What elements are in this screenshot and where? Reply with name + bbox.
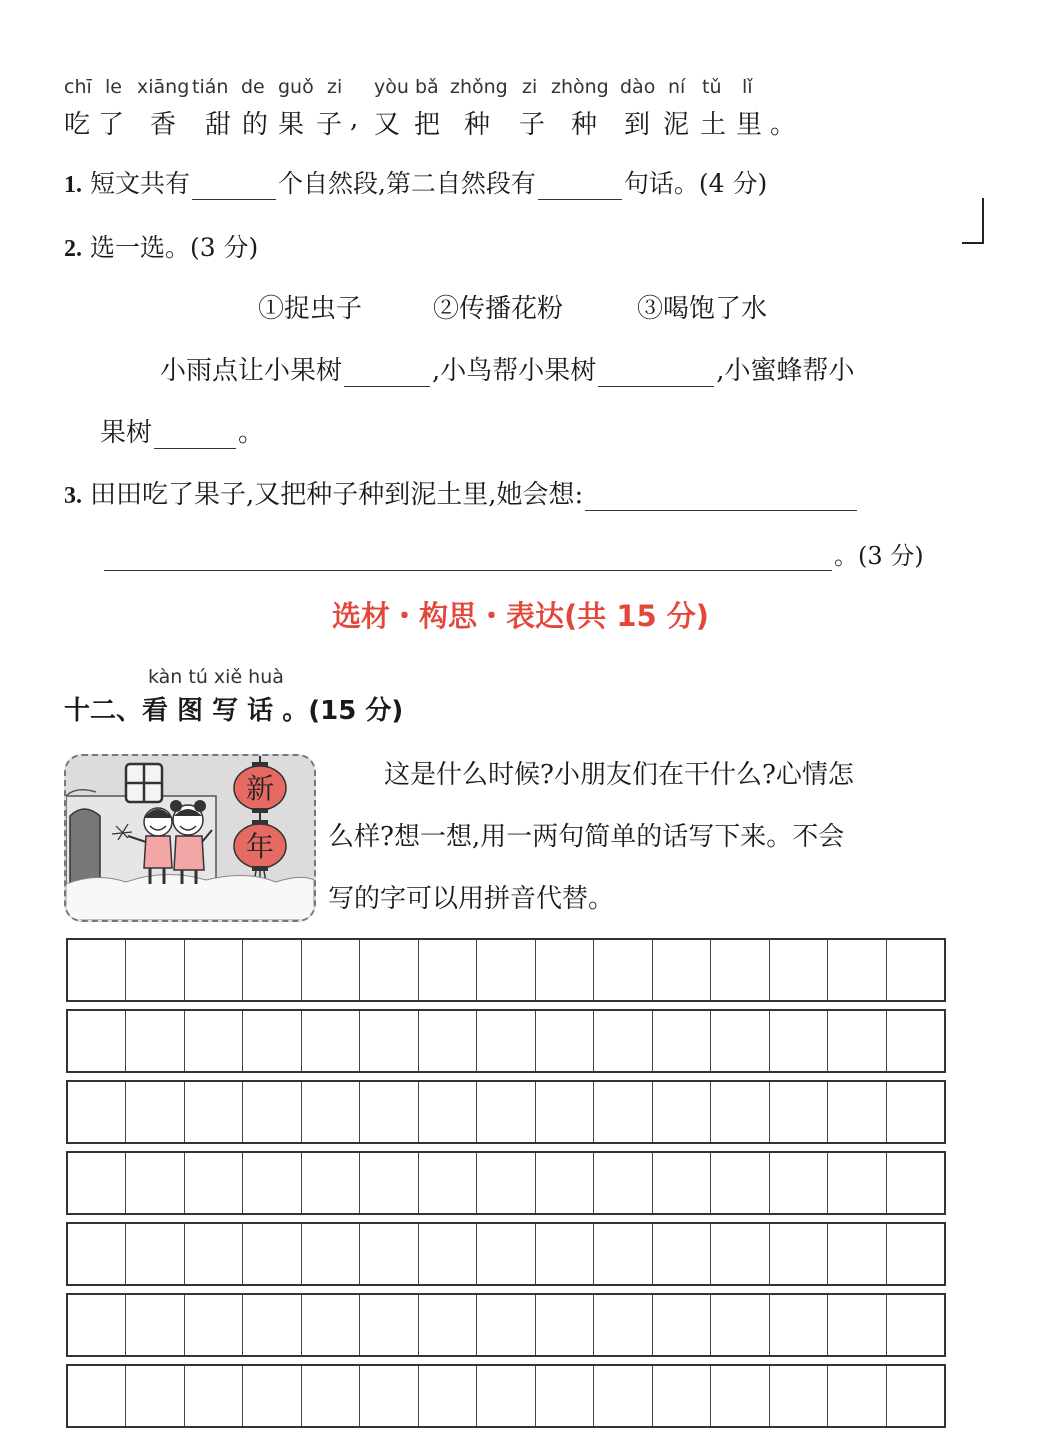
grid-cell[interactable]	[360, 1224, 418, 1284]
grid-cell[interactable]	[536, 1082, 594, 1142]
grid-cell[interactable]	[536, 1011, 594, 1071]
hanzi: 子	[519, 110, 546, 140]
grid-cell[interactable]	[711, 1011, 769, 1071]
grid-cell[interactable]	[653, 1295, 711, 1355]
grid-cell[interactable]	[68, 1011, 126, 1071]
grid-cell[interactable]	[419, 1011, 477, 1071]
grid-cell[interactable]	[68, 940, 126, 1000]
pinyin: tǔ	[702, 76, 722, 98]
grid-cell[interactable]	[302, 1295, 360, 1355]
question-text: ,小蜜蜂帮小	[716, 356, 855, 386]
grid-cell[interactable]	[185, 1082, 243, 1142]
section-title: 选材・构思・表达(共 15 分)	[331, 599, 710, 633]
hanzi: 种	[464, 110, 491, 140]
grid-row	[66, 1151, 946, 1215]
hanzi: 甜	[205, 110, 232, 140]
grid-cell[interactable]	[68, 1295, 126, 1355]
grid-cell[interactable]	[302, 1224, 360, 1284]
grid-cell[interactable]	[243, 940, 301, 1000]
grid-row	[66, 1293, 946, 1357]
grid-cell[interactable]	[653, 1366, 711, 1426]
grid-row	[66, 1080, 946, 1144]
pinyin: ní	[668, 76, 686, 98]
grid-cell[interactable]	[770, 1224, 828, 1284]
grid-cell[interactable]	[594, 940, 652, 1000]
grid-cell[interactable]	[887, 1366, 944, 1426]
answer-blank[interactable]	[154, 424, 236, 449]
grid-cell[interactable]	[770, 1011, 828, 1071]
hanzi: 了	[98, 110, 125, 140]
grid-cell[interactable]	[360, 940, 418, 1000]
grid-cell[interactable]	[185, 1224, 243, 1284]
question-text: 果树	[100, 418, 153, 448]
instruction-line: 这是什么时候?小朋友们在干什么?心情怎	[384, 760, 854, 790]
grid-cell[interactable]	[302, 1153, 360, 1213]
new-year-scene-illustration	[66, 756, 314, 920]
hanzi: 果	[278, 110, 305, 140]
pinyin: yòu	[374, 76, 409, 98]
pinyin: le	[105, 76, 122, 98]
instruction-line: 写的字可以用拼音代替。	[328, 884, 615, 914]
grid-cell[interactable]	[185, 1366, 243, 1426]
grid-cell[interactable]	[360, 1366, 418, 1426]
grid-cell[interactable]	[419, 1366, 477, 1426]
grid-cell[interactable]	[243, 1295, 301, 1355]
grid-cell[interactable]	[68, 1224, 126, 1284]
grid-cell[interactable]	[770, 1082, 828, 1142]
hanzi: 土	[700, 110, 727, 140]
grid-cell[interactable]	[477, 1011, 535, 1071]
grid-cell[interactable]	[536, 1224, 594, 1284]
grid-cell[interactable]	[360, 1295, 418, 1355]
grid-cell[interactable]	[185, 1295, 243, 1355]
pinyin: xiāng	[137, 76, 190, 98]
answer-blank[interactable]	[585, 486, 857, 511]
grid-cell[interactable]	[770, 1153, 828, 1213]
grid-cell[interactable]	[594, 1295, 652, 1355]
grid-cell[interactable]	[68, 1153, 126, 1213]
grid-cell[interactable]	[243, 1011, 301, 1071]
grid-cell[interactable]	[711, 1366, 769, 1426]
grid-cell[interactable]	[477, 1295, 535, 1355]
question-number: 1.	[64, 172, 82, 198]
grid-cell[interactable]	[477, 1366, 535, 1426]
hanzi: 。	[770, 110, 797, 140]
grid-cell[interactable]	[126, 1153, 184, 1213]
grid-cell[interactable]	[126, 1011, 184, 1071]
question-3	[64, 474, 859, 511]
grid-row	[66, 1222, 946, 1286]
question-3-line-2	[102, 536, 924, 571]
grid-cell[interactable]	[185, 1011, 243, 1071]
pinyin: bǎ	[415, 76, 439, 98]
grid-cell[interactable]	[594, 1224, 652, 1284]
hanzi: 把	[414, 110, 441, 140]
grid-cell[interactable]	[887, 1224, 944, 1284]
grid-cell[interactable]	[887, 1153, 944, 1213]
hanzi: 吃	[64, 110, 91, 140]
grid-cell[interactable]	[126, 1366, 184, 1426]
grid-cell[interactable]	[887, 940, 944, 1000]
grid-cell[interactable]	[653, 1224, 711, 1284]
hanzi: 到	[624, 110, 651, 140]
question-2-title	[64, 228, 258, 264]
grid-cell[interactable]	[770, 940, 828, 1000]
grid-cell[interactable]	[594, 1153, 652, 1213]
grid-cell[interactable]	[243, 1366, 301, 1426]
pinyin: dào	[620, 76, 656, 98]
grid-cell[interactable]	[126, 1224, 184, 1284]
grid-cell[interactable]	[419, 1295, 477, 1355]
pinyin: zhǒng	[450, 76, 508, 98]
lantern-character: 新	[245, 772, 275, 805]
grid-cell[interactable]	[594, 1366, 652, 1426]
grid-cell[interactable]	[887, 1082, 944, 1142]
grid-cell[interactable]	[302, 1366, 360, 1426]
grid-cell[interactable]	[828, 1153, 886, 1213]
hanzi: ,	[350, 104, 359, 134]
grid-cell[interactable]	[711, 1224, 769, 1284]
question-text: 选一选。(3 分)	[89, 233, 259, 262]
grid-cell[interactable]	[68, 1082, 126, 1142]
grid-cell[interactable]	[419, 1224, 477, 1284]
question-1	[64, 164, 767, 200]
lantern-character: 年	[245, 830, 275, 863]
option-item: ③喝饱了水	[637, 294, 768, 324]
grid-cell[interactable]	[887, 1295, 944, 1355]
grid-cell[interactable]	[536, 1153, 594, 1213]
grid-cell[interactable]	[360, 1011, 418, 1071]
grid-cell[interactable]	[594, 1082, 652, 1142]
hanzi: 子	[316, 110, 343, 140]
grid-cell[interactable]	[770, 1295, 828, 1355]
pinyin: zhòng	[551, 76, 609, 98]
grid-cell[interactable]	[68, 1366, 126, 1426]
grid-row	[66, 1364, 946, 1428]
heading-pinyin: kàn tú xiě huà	[148, 666, 284, 688]
grid-cell[interactable]	[243, 1082, 301, 1142]
pinyin: guǒ	[278, 76, 314, 98]
hanzi: 种	[571, 110, 598, 140]
grid-cell[interactable]	[126, 940, 184, 1000]
grid-cell[interactable]	[536, 1295, 594, 1355]
grid-cell[interactable]	[711, 1153, 769, 1213]
grid-cell[interactable]	[185, 940, 243, 1000]
grid-cell[interactable]	[653, 1153, 711, 1213]
question-text: 田田吃了果子,又把种子种到泥土里,她会想:	[89, 480, 584, 510]
corner-mark	[962, 198, 984, 244]
heading-points: (15 分)	[308, 696, 404, 726]
option-item: ②传播花粉	[433, 294, 564, 324]
hanzi: 泥	[663, 110, 690, 140]
grid-cell[interactable]	[302, 940, 360, 1000]
grid-cell[interactable]	[360, 1153, 418, 1213]
grid-cell[interactable]	[828, 1295, 886, 1355]
question-text: 小雨点让小果树	[160, 356, 343, 386]
grid-cell[interactable]	[828, 940, 886, 1000]
grid-cell[interactable]	[594, 1011, 652, 1071]
question-text: 句话。(4 分)	[623, 169, 768, 198]
new-year-picture	[64, 754, 316, 922]
grid-cell[interactable]	[711, 940, 769, 1000]
question-text: ,小鸟帮小果树	[432, 356, 597, 386]
grid-cell[interactable]	[477, 1153, 535, 1213]
grid-cell[interactable]	[243, 1224, 301, 1284]
grid-cell[interactable]	[887, 1011, 944, 1071]
grid-cell[interactable]	[477, 940, 535, 1000]
grid-cell[interactable]	[302, 1011, 360, 1071]
question-text: 个自然段,第二自然段有	[277, 169, 536, 198]
grid-cell[interactable]	[477, 1224, 535, 1284]
option-item: ①捉虫子	[258, 294, 363, 324]
option-list	[0, 288, 1041, 322]
grid-cell[interactable]	[360, 1082, 418, 1142]
question-text: 。(3 分)	[834, 542, 924, 570]
grid-cell[interactable]	[419, 1153, 477, 1213]
answer-blank[interactable]	[192, 175, 276, 200]
question-number: 3.	[64, 483, 82, 509]
grid-cell[interactable]	[711, 1082, 769, 1142]
hanzi: 香	[150, 110, 177, 140]
heading-text: 十二、看 图 写 话 。	[64, 696, 309, 726]
grid-cell[interactable]	[536, 940, 594, 1000]
instruction-line: 么样?想一想,用一两句简单的话写下来。不会	[328, 822, 845, 852]
pinyin: zi	[327, 76, 343, 98]
grid-cell[interactable]	[477, 1082, 535, 1142]
grid-row	[66, 1009, 946, 1073]
grid-cell[interactable]	[536, 1366, 594, 1426]
grid-cell[interactable]	[419, 940, 477, 1000]
answer-blank[interactable]	[538, 175, 622, 200]
grid-cell[interactable]	[185, 1153, 243, 1213]
question-text: 。	[238, 418, 265, 448]
grid-cell[interactable]	[828, 1082, 886, 1142]
grid-row	[66, 938, 946, 1002]
pinyin: chī	[64, 76, 92, 98]
grid-cell[interactable]	[828, 1366, 886, 1426]
grid-cell[interactable]	[770, 1366, 828, 1426]
question-number: 2.	[64, 236, 82, 262]
pinyin: de	[241, 76, 265, 98]
pinyin: tián	[192, 76, 229, 98]
grid-cell[interactable]	[302, 1082, 360, 1142]
grid-cell[interactable]	[126, 1295, 184, 1355]
question-text: 短文共有	[89, 169, 190, 198]
hanzi: 里	[736, 110, 763, 140]
grid-cell[interactable]	[711, 1295, 769, 1355]
answer-blank[interactable]	[598, 362, 714, 387]
grid-cell[interactable]	[653, 1082, 711, 1142]
pinyin: lǐ	[742, 76, 753, 98]
grid-cell[interactable]	[828, 1011, 886, 1071]
hanzi: 又	[374, 110, 401, 140]
grid-cell[interactable]	[419, 1082, 477, 1142]
grid-cell[interactable]	[653, 940, 711, 1000]
question-2-line-1	[160, 350, 855, 387]
grid-cell[interactable]	[243, 1153, 301, 1213]
answer-blank[interactable]	[344, 362, 430, 387]
pinyin: zi	[522, 76, 538, 98]
grid-cell[interactable]	[828, 1224, 886, 1284]
hanzi: 的	[242, 110, 269, 140]
grid-cell[interactable]	[126, 1082, 184, 1142]
question-2-line-2	[100, 412, 264, 449]
grid-cell[interactable]	[653, 1011, 711, 1071]
question-12-heading	[64, 690, 403, 727]
answer-blank[interactable]	[104, 546, 832, 571]
